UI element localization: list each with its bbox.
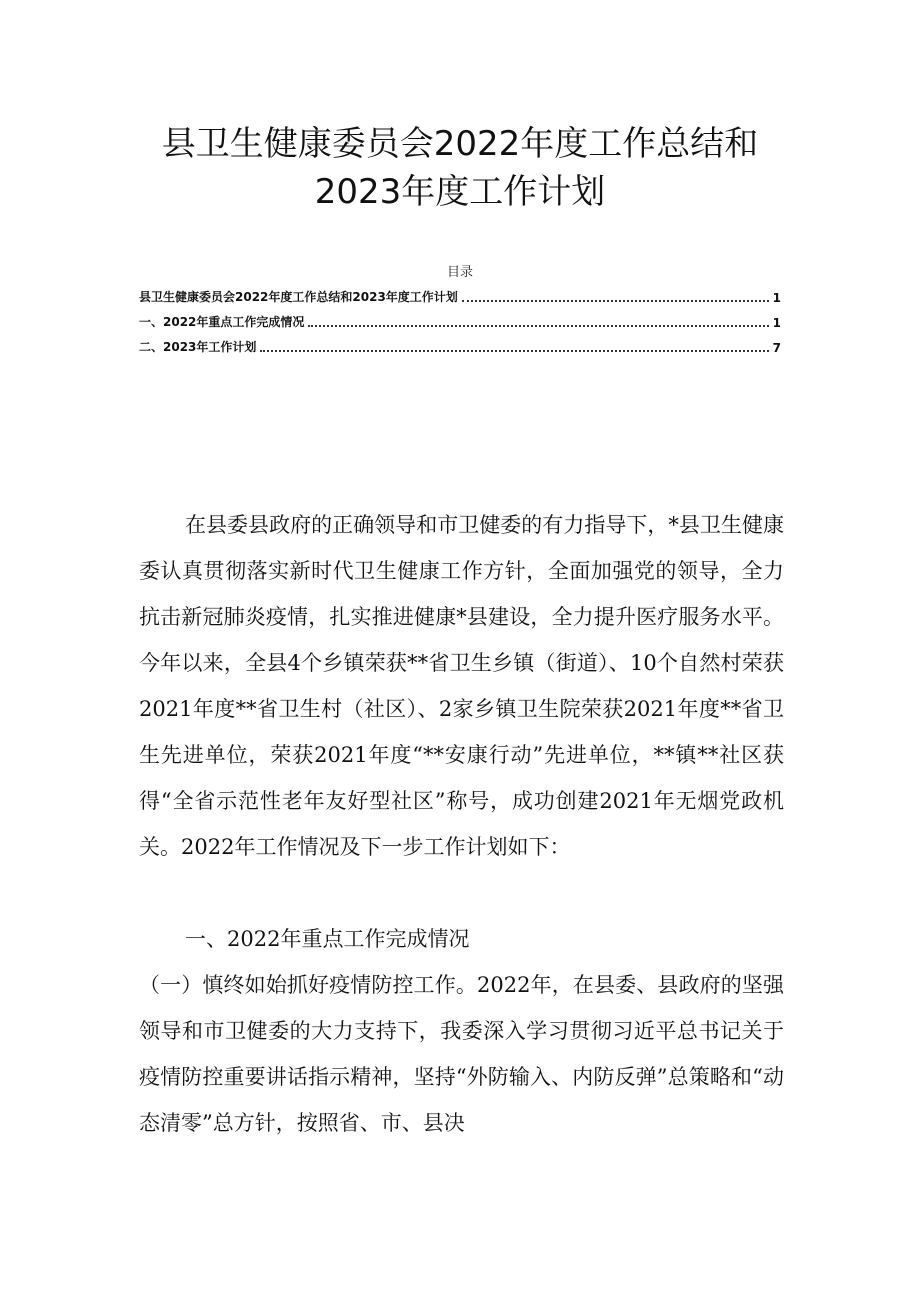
toc-entry-page: 1	[772, 291, 781, 305]
toc-heading: 目录	[446, 265, 473, 280]
section-heading: 一、2022年重点工作完成情况	[185, 927, 470, 951]
toc-entry[interactable]	[139, 287, 781, 305]
toc-entry-page: 7	[772, 341, 781, 355]
toc-entry[interactable]	[139, 312, 781, 330]
section-paragraph: （一）慎终如始抓好疫情防控工作。2022年，在县委、县政府的坚强领导和市卫健委的大力支持下，我委深入学习贯彻习近平总书记关于疫情防控重要讲话指示精神，坚持“外防输入、内防反弹”总策略和“动态清零”总方针，按照省、市、县决	[139, 973, 784, 1135]
toc-leader-dots	[308, 325, 768, 327]
toc-entry-label: 一、2022年重点工作完成情况	[139, 315, 305, 329]
document-title-line-2: 2023年度工作计划	[314, 172, 606, 212]
toc-entry-label: 二、2023年工作计划	[139, 340, 257, 354]
intro-paragraph: 在县委县政府的正确领导和市卫健委的有力指导下，*县卫生健康委认真贯彻落实新时代卫生健康工作方针，全面加强党的领导，全力抗击新冠肺炎疫情，扎实推进健康*县建设，全力提升医疗服务水平。今年以来，全县4个乡镇荣获**省卫生乡镇（街道）、10个自然村荣获2021年度**省卫生村（社区）、2家乡镇卫生院荣获2021年度**省卫生先进单位，荣获2021年度“**安康行动”先进单位，**镇**社区获得“全省示范性老年友好型社区”称号，成功创建2021年无烟党政机关。2022年工作情况及下一步工作计划如下：	[139, 513, 784, 859]
toc-entry-page: 1	[772, 316, 781, 330]
toc-leader-dots	[462, 300, 769, 302]
document-title-line-1: 县卫生健康委员会2022年度工作总结和	[161, 124, 759, 164]
toc-leader-dots	[260, 350, 768, 352]
toc-entry[interactable]	[139, 337, 781, 355]
toc-entry-label: 县卫生健康委员会2022年度工作总结和2023年度工作计划	[139, 290, 458, 304]
